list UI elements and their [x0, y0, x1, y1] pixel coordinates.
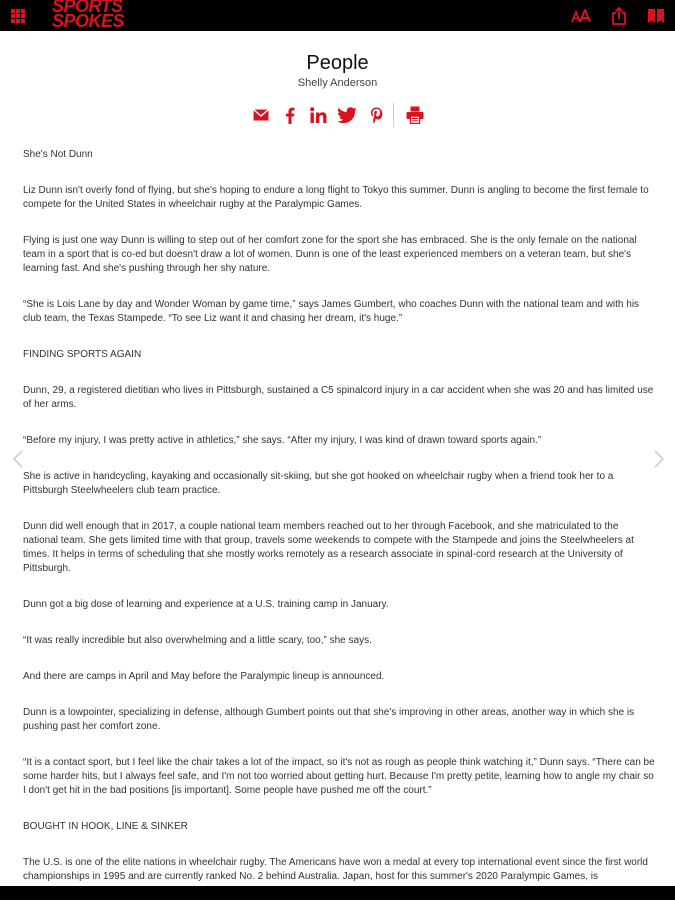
section-heading: FINDING SPORTS AGAIN: [23, 349, 142, 360]
linkedin-icon[interactable]: [304, 102, 333, 128]
article-paragraph: Liz Dunn isn't overly fond of flying, but she's hoping to endure a long flight to Tokyo this summer. Dunn is angling to become the first female to compete for the United States in wheelchair rugby at the Paralympic Games.: [23, 185, 649, 210]
article-paragraph: “She is Lois Lane by day and Wonder Woman by game time,” says James Gumbert, who coaches Dunn with the national team and with his club team, the Texas Stampede. “To see Liz want it and chasing her dream, it's huge.”: [23, 299, 640, 324]
text-size-icon[interactable]: [571, 9, 591, 23]
article-author: Shelly Anderson: [297, 77, 378, 89]
article-paragraph: “Before my injury, I was pretty active in athletics,” she says. “After my injury, I was kind of drawn toward sports again.”: [23, 435, 542, 446]
logo-line-2: SPOKES: [52, 11, 125, 31]
article-title: People: [306, 52, 369, 74]
logo-line-1: SPORTS: [52, 0, 123, 16]
section-heading: BOUGHT IN HOOK, LINE & SINKER: [23, 821, 188, 832]
pinterest-icon[interactable]: [362, 102, 391, 128]
twitter-icon[interactable]: [333, 102, 362, 128]
article-paragraph: Flying is just one way Dunn is willing to step out of her comfort zone for the sport she has embraced. She is the only female on the national team in a sport that is co-ed but doesn't draw a lot of women. Dunn is one of the least experienced members on a veteran team, but she's learning fast. And she's pushing through her shy nature.: [23, 235, 637, 274]
print-icon[interactable]: [400, 102, 429, 128]
article-paragraph: “It was really incredible but also overwhelming and a little scary, too,” she says.: [23, 635, 372, 646]
top-toolbar: [0, 0, 675, 31]
toolbar-actions: [571, 6, 665, 26]
chevron-left-icon[interactable]: [12, 450, 24, 468]
share-icon[interactable]: [611, 7, 627, 25]
bookmarks-icon[interactable]: [647, 8, 665, 24]
article-paragraph: Dunn is a lowpointer, specializing in defense, although Gumbert points out that she's improving in other areas, another way in which she is pushing past her comfort zone.: [23, 707, 635, 732]
article-paragraph: The U.S. is one of the elite nations in wheelchair rugby. The Americans have won a medal at every top international event since the first world championships in 1995 and are currently ranked No. 2 behind Australia. Japan, host for this summer's 2020 Paralympic Games, is: [23, 857, 648, 882]
article-paragraph: And there are camps in April and May before the Paralympic lineup is announced.: [23, 671, 385, 682]
share-divider: [393, 103, 394, 127]
article-body: [23, 148, 655, 906]
article-paragraph: She is active in handcycling, kayaking and occasionally sit-skiing, but she got hooked on wheelchair rugby when a friend took her to a Pittsburgh Steelwheelers club team practice.: [23, 471, 614, 496]
app-logo[interactable]: [52, 0, 164, 30]
bottom-bar: [0, 886, 675, 900]
menu-grid-icon[interactable]: [11, 9, 25, 23]
article-paragraph: “It is a contact sport, but I feel like the chair takes a lot of the impact, so it's not as rough as people think watching it,” Dunn says. “There can be some harder hits, but I always feel safe, and I'm not too worried about getting hurt. Because I'm pretty petite, learning how to angle my chair so I don't get hit in the bad positions [is important]. Some people have pushed me off the court.”: [23, 757, 655, 796]
email-icon[interactable]: [246, 102, 275, 128]
chevron-right-icon[interactable]: [653, 450, 665, 468]
facebook-icon[interactable]: [275, 102, 304, 128]
article-paragraph: Dunn got a big dose of learning and experience at a U.S. training camp in January.: [23, 599, 389, 610]
share-bar: [0, 102, 675, 128]
article-paragraph: Dunn did well enough that in 2017, a couple national team members reached out to her through Facebook, and she matriculated to the national team. She gets limited time with that group, travels some weekends to compete with the Stampede and joins the Steelwheelers at times. It helps in terms of scheduling that she mostly works remotely as a research associate in spinal-cord research at the University of Pittsburgh.: [23, 521, 634, 574]
article-paragraph: Dunn, 29, a registered dietitian who lives in Pittsburgh, sustained a C5 spinalcord injury in a car accident when she was 20 and has limited use of her arms.: [23, 385, 654, 410]
article-paragraph: She's Not Dunn: [23, 149, 93, 160]
